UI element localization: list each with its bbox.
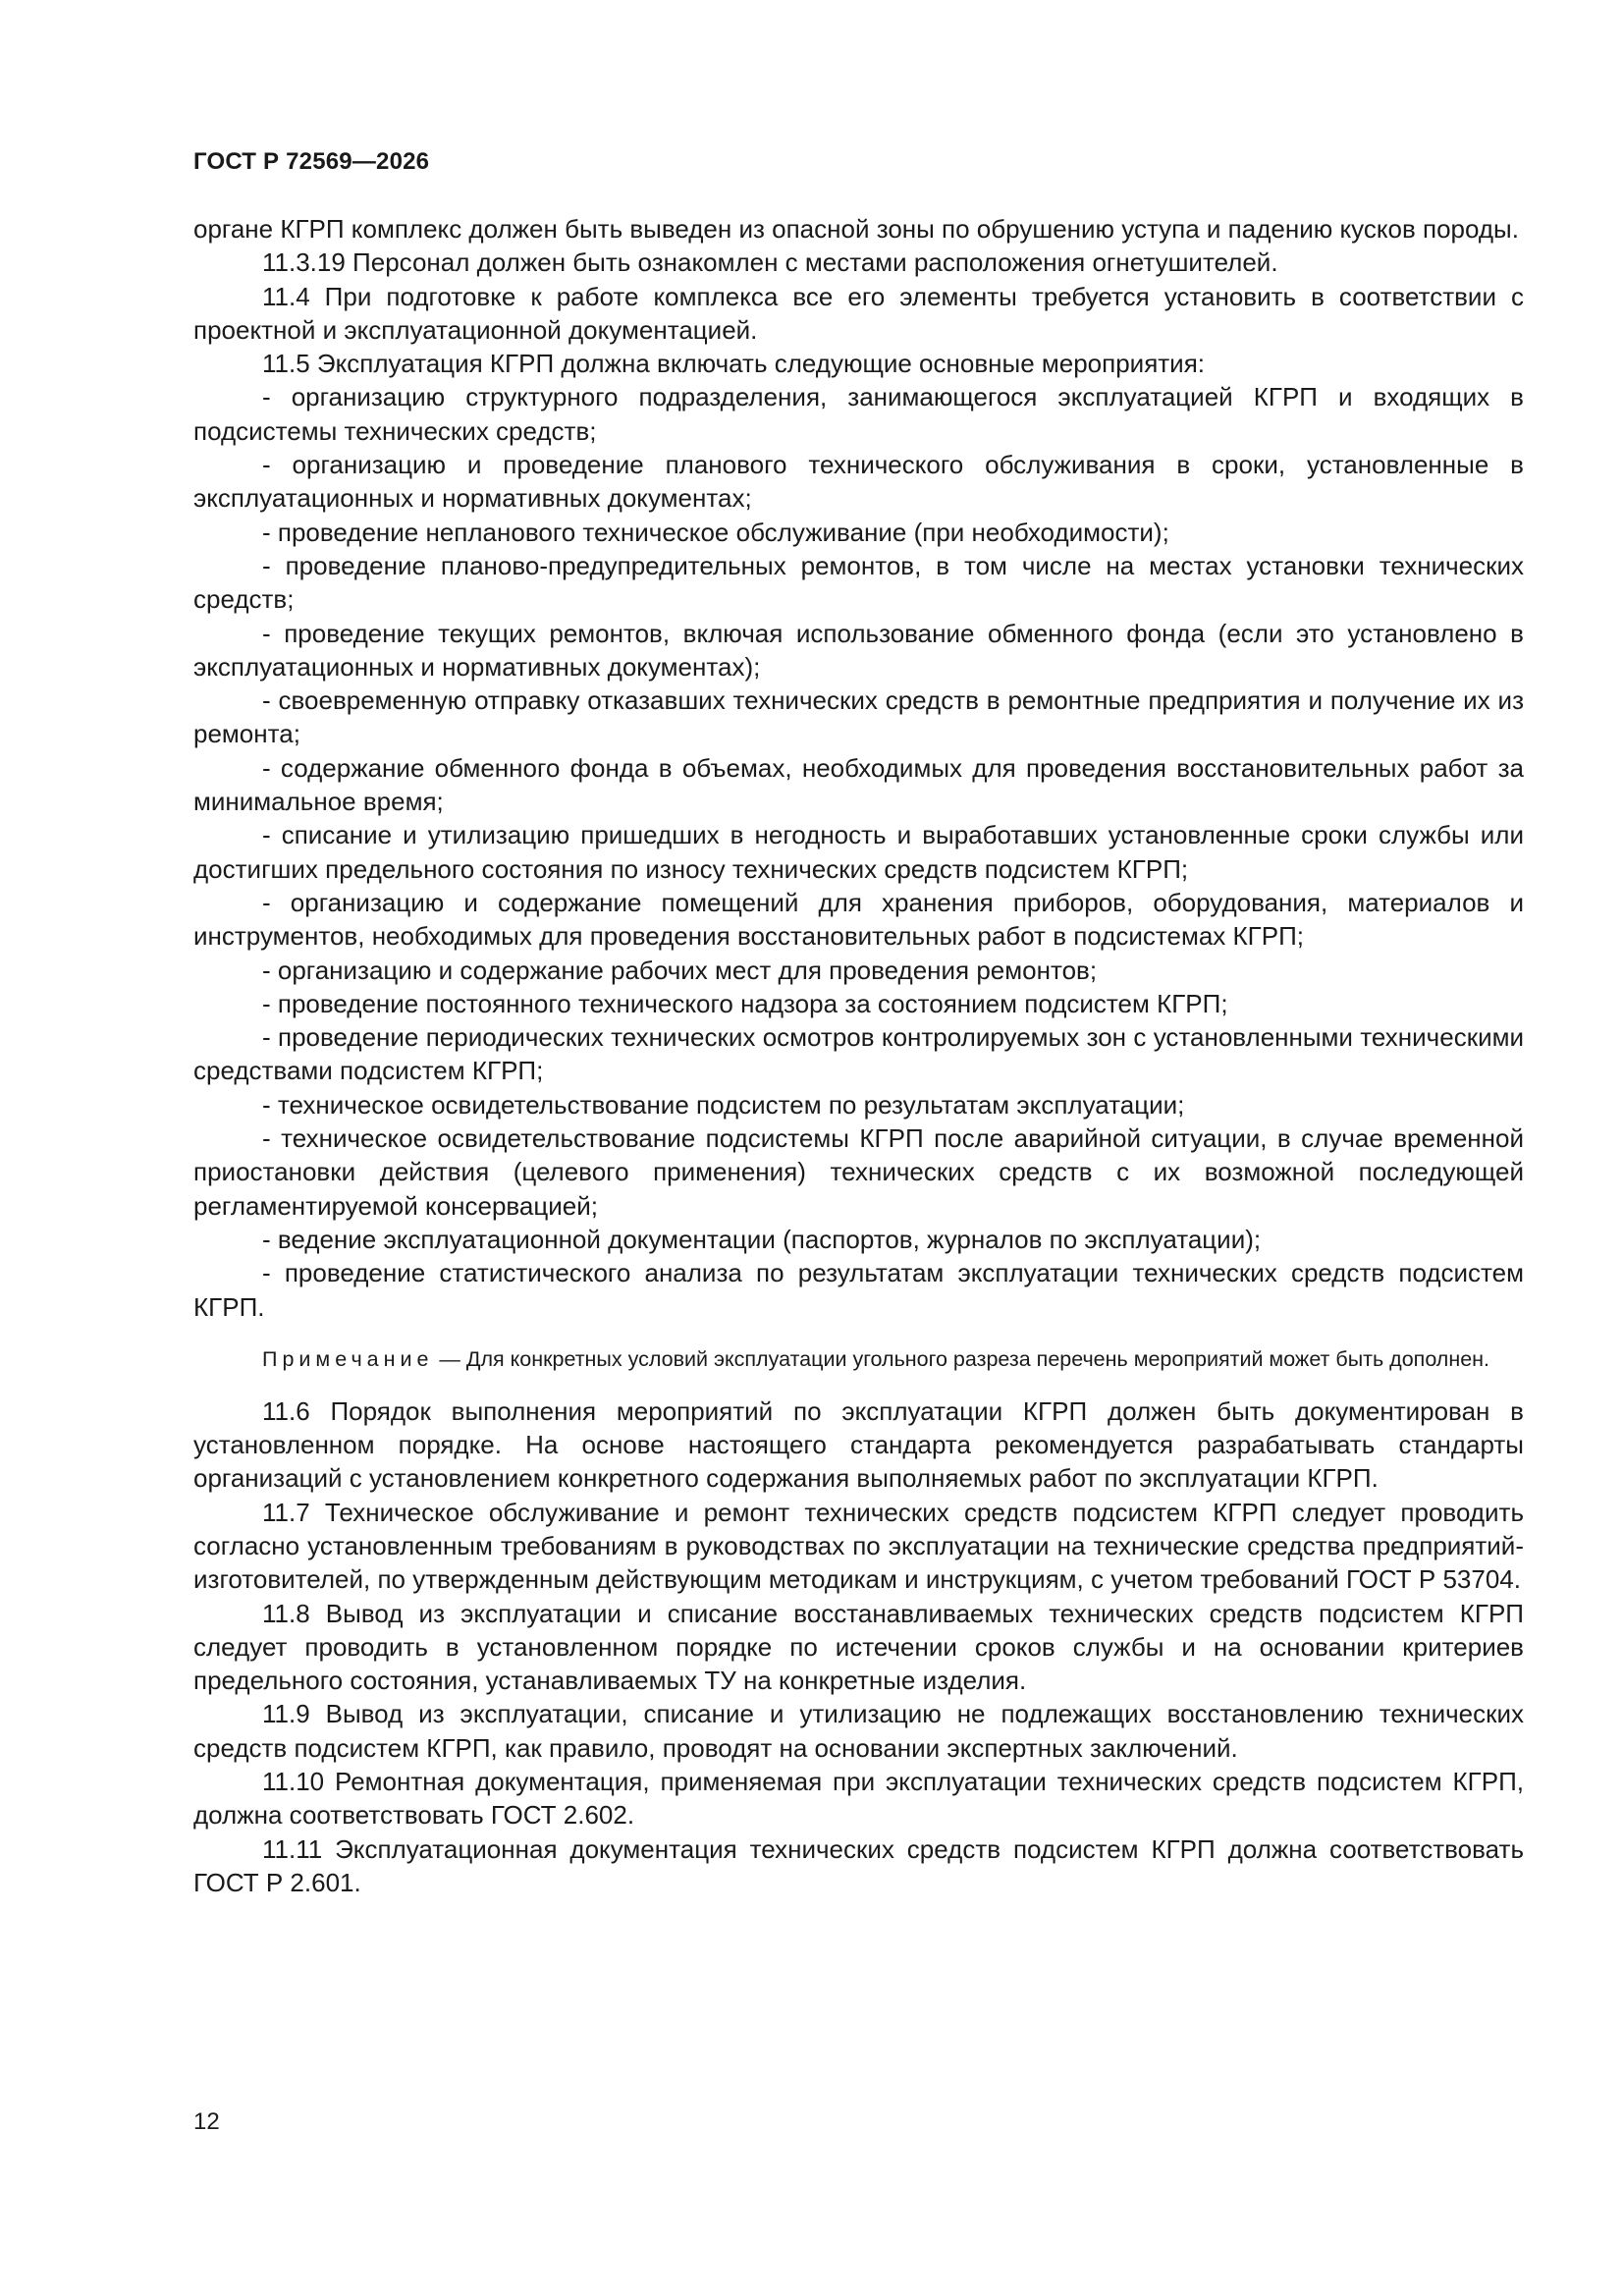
paragraph-11-5: 11.5 Эксплуатация КГРП должна включать следующие основные мероприятия:: [262, 349, 1206, 379]
document-header: ГОСТ Р 72569—2026: [193, 148, 430, 175]
list-item: - проведение планово-предупредительных ремонтов, в том числе на местах установки технических средств;: [193, 550, 1524, 615]
paragraph-11-8: 11.8 Вывод из эксплуатации и списание восстанавливаемых технических средств подсистем КГРП следует проводить в установленном порядке по истечении сроков службы и на основании критериев предельного состояния, устанавливаемых ТУ на конкретные изделия.: [193, 1598, 1524, 1696]
list-item: - организацию и проведение планового технического обслуживания в сроки, установленные в эксплуатационных и нормативных документах;: [193, 450, 1524, 514]
document-body: [193, 212, 1524, 1324]
list-item: - содержание обменного фонда в объемах, необходимых для проведения восстановительных работ за минимальное время;: [193, 752, 1524, 817]
paragraph-11-9: 11.9 Вывод из эксплуатации, списание и утилизацию не подлежащих восстановлению технических средств подсистем КГРП, как правило, проводят на основании экспертных заключений.: [193, 1699, 1524, 1763]
paragraph-11-3-19: 11.3.19 Персонал должен быть ознакомлен с местами расположения огнетушителей.: [262, 247, 1278, 278]
note-label: Примечание: [262, 1346, 434, 1371]
paragraph-11-10: 11.10 Ремонтная документация, применяемая при эксплуатации технических средств подсистем КГРП, должна соответствовать ГОСТ 2.602.: [193, 1767, 1524, 1831]
document-page: [193, 147, 1524, 1899]
list-item: - проведение периодических технических осмотров контролируемых зон с установленными техническими средствами подсистем КГРП;: [193, 1022, 1524, 1086]
list-item: - проведение непланового техническое обслуживание (при необходимости);: [262, 517, 1169, 547]
list-item: - своевременную отправку отказавших технических средств в ремонтные предприятия и получение их из ремонта;: [193, 685, 1524, 749]
list-item: - проведение текущих ремонтов, включая использование обменного фонда (если это установлено в эксплуатационных и нормативных документах);: [193, 618, 1524, 682]
paragraph-11-4: 11.4 При подготовке к работе комплекса все его элементы требуется установить в соответствии с проектной и эксплуатационной документацией.: [193, 281, 1524, 345]
list-item: - ведение эксплуатационной документации (паспортов, журналов по эксплуатации);: [262, 1224, 1262, 1254]
paragraph-11-11: 11.11 Эксплуатационная документация технических средств подсистем КГРП должна соответствовать ГОСТ Р 2.601.: [193, 1833, 1524, 1897]
list-item: - проведение статистического анализа по результатам эксплуатации технических средств подсистем КГРП.: [193, 1258, 1524, 1322]
note-block: [193, 1343, 1524, 1375]
document-body-continued: [193, 1394, 1524, 1899]
list-item: - техническое освидетельствование подсистем по результатам эксплуатации;: [262, 1089, 1185, 1120]
list-item: - списание и утилизацию пришедших в негодность и выработавших установленные сроки службы или достигших предельного состояния по износу технических средств подсистем КГРП;: [193, 820, 1524, 884]
paragraph-continuation: органе КГРП комплекс должен быть выведен из опасной зоны по обрушению уступа и падению кусков породы.: [193, 214, 1519, 244]
note-text: — Для конкретных условий эксплуатации угольного разреза перечень мероприятий может быть дополнен.: [433, 1346, 1490, 1371]
page-number: 12: [193, 2108, 220, 2135]
list-item: - техническое освидетельствование подсистемы КГРП после аварийной ситуации, в случае временной приостановки действия (целевого применения) технических средств с их возможной последующей регламентируемой консервацией;: [193, 1123, 1524, 1221]
paragraph-11-7: 11.7 Техническое обслуживание и ремонт технических средств подсистем КГРП следует проводить согласно установленным требованиям в руководствах по эксплуатации на технические средства предприятий-изготовителей, по утвержденным действующим методикам и инструкциям, с учетом требований ГОСТ Р 53704.: [193, 1497, 1524, 1595]
list-item: - организацию структурного подразделения, занимающегося эксплуатацией КГРП и входящих в подсистемы технических средств;: [193, 382, 1524, 446]
list-item: - организацию и содержание помещений для хранения приборов, оборудования, материалов и инструментов, необходимых для проведения восстановительных работ в подсистемах КГРП;: [193, 887, 1524, 952]
paragraph-11-6: 11.6 Порядок выполнения мероприятий по эксплуатации КГРП должен быть документирован в установленном порядке. На основе настоящего стандарта рекомендуется разрабатывать стандарты организаций с установлением конкретного содержания выполняемых работ по эксплуатации КГРП.: [193, 1395, 1524, 1494]
list-item: - проведение постоянного технического надзора за состоянием подсистем КГРП;: [262, 988, 1228, 1018]
list-item: - организацию и содержание рабочих мест для проведения ремонтов;: [262, 955, 1098, 985]
note-paragraph: [193, 1343, 1524, 1375]
